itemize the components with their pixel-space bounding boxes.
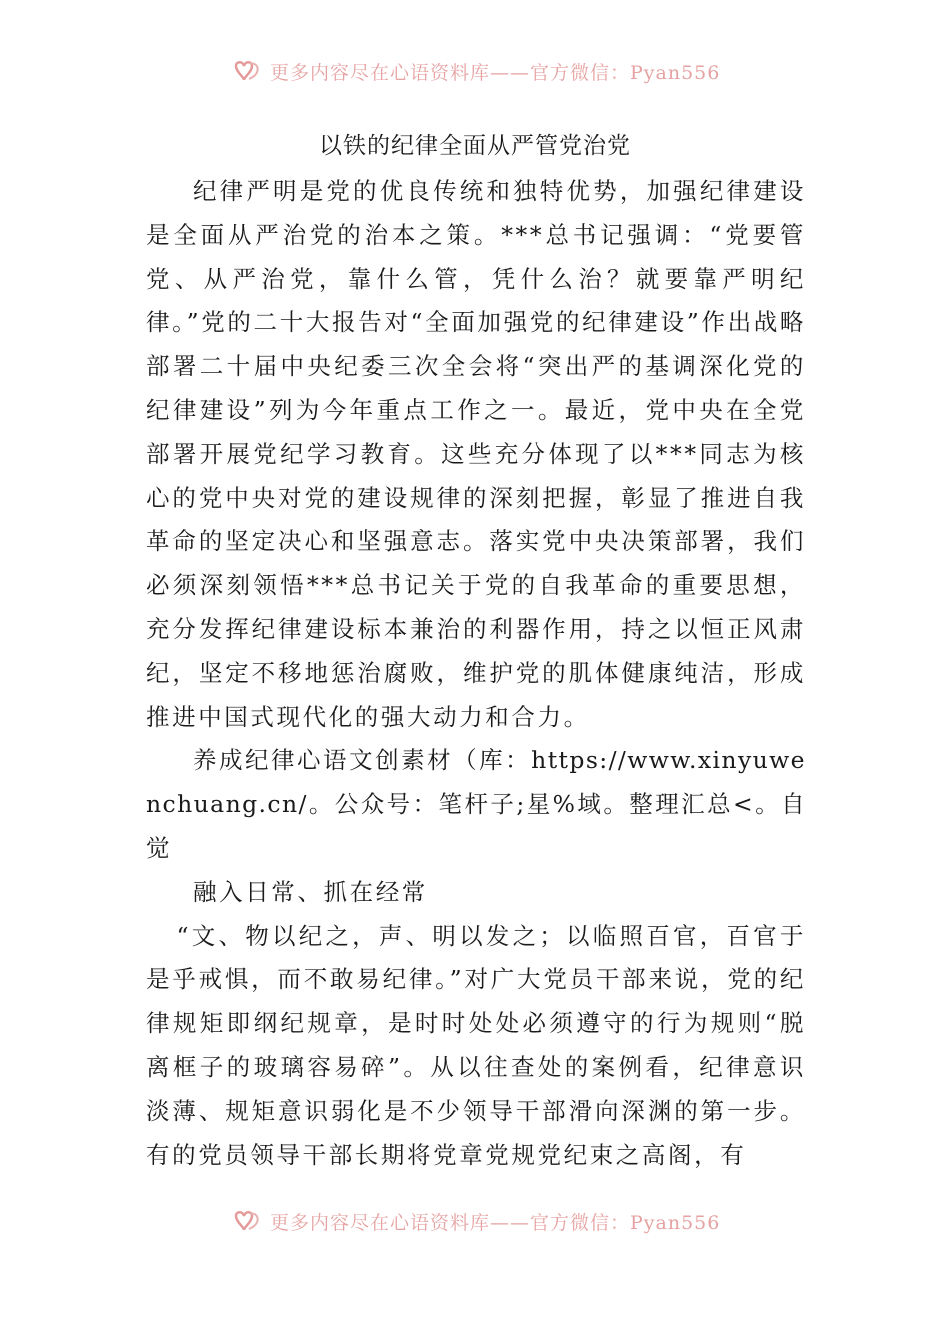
watermark-text: 更多内容尽在心语资料库——官方微信：Pyan556: [270, 1211, 721, 1234]
body-paragraph: 纪律严明是党的优良传统和独特优势，加强纪律建设是全面从严治党的治本之策。***总书记强调：“党要管党、从严治党，靠什么管，凭什么治？就要靠严明纪律。”党的二十大报告对“全面加强党的纪律建设”作出战略部署二十届中央纪委三次全会将“突出严的基调深化党的纪律建设”列为今年重点工作之一。最近，党中央在全党部署开展党纪学习教育。这些充分体现了以***同志为核心的党中央对党的建设规律的深刻把握，彰显了推进自我革命的坚定决心和坚强意志。落实党中央决策部署，我们必须深刻领悟***总书记关于党的自我革命的重要思想，充分发挥纪律建设标本兼治的利器作用，持之以恒正风肃纪，坚定不移地惩治腐败，维护党的肌体健康纯洁，形成推进中国式现代化的强大动力和合力。: [146, 177, 806, 731]
document-body: [146, 170, 806, 1177]
source-note-paragraph: 养成纪律心语文创素材（库：https://www.xinyuwenchuang.cn/。公众号：笔杆子;星%域。整理汇总<。自觉: [146, 746, 806, 862]
body-paragraph: “文、物以纪之，声、明以发之；以临照百官，百官于是乎戒惧，而不敢易纪律。”对广大党员干部来说，党的纪律规矩即纲纪规章，是时时处处必须遵守的行为规则“脱离框子的玻璃容易碎”。从以往查处的案例看，纪律意识淡薄、规矩意识弱化是不少领导干部滑向深渊的第一步。有的党员领导干部长期将党章党规党纪束之高阁，有: [146, 921, 806, 1169]
heart-logo-icon: [230, 58, 264, 84]
section-subheading: 融入日常、抓在经常: [193, 877, 428, 906]
watermark-text: 更多内容尽在心语资料库——官方微信：Pyan556: [270, 61, 721, 84]
footer-watermark: [230, 1208, 750, 1234]
document-title: 以铁的纪律全面从严管党治党: [319, 133, 631, 159]
header-watermark: [230, 58, 750, 84]
heart-logo-icon: [230, 1208, 264, 1234]
